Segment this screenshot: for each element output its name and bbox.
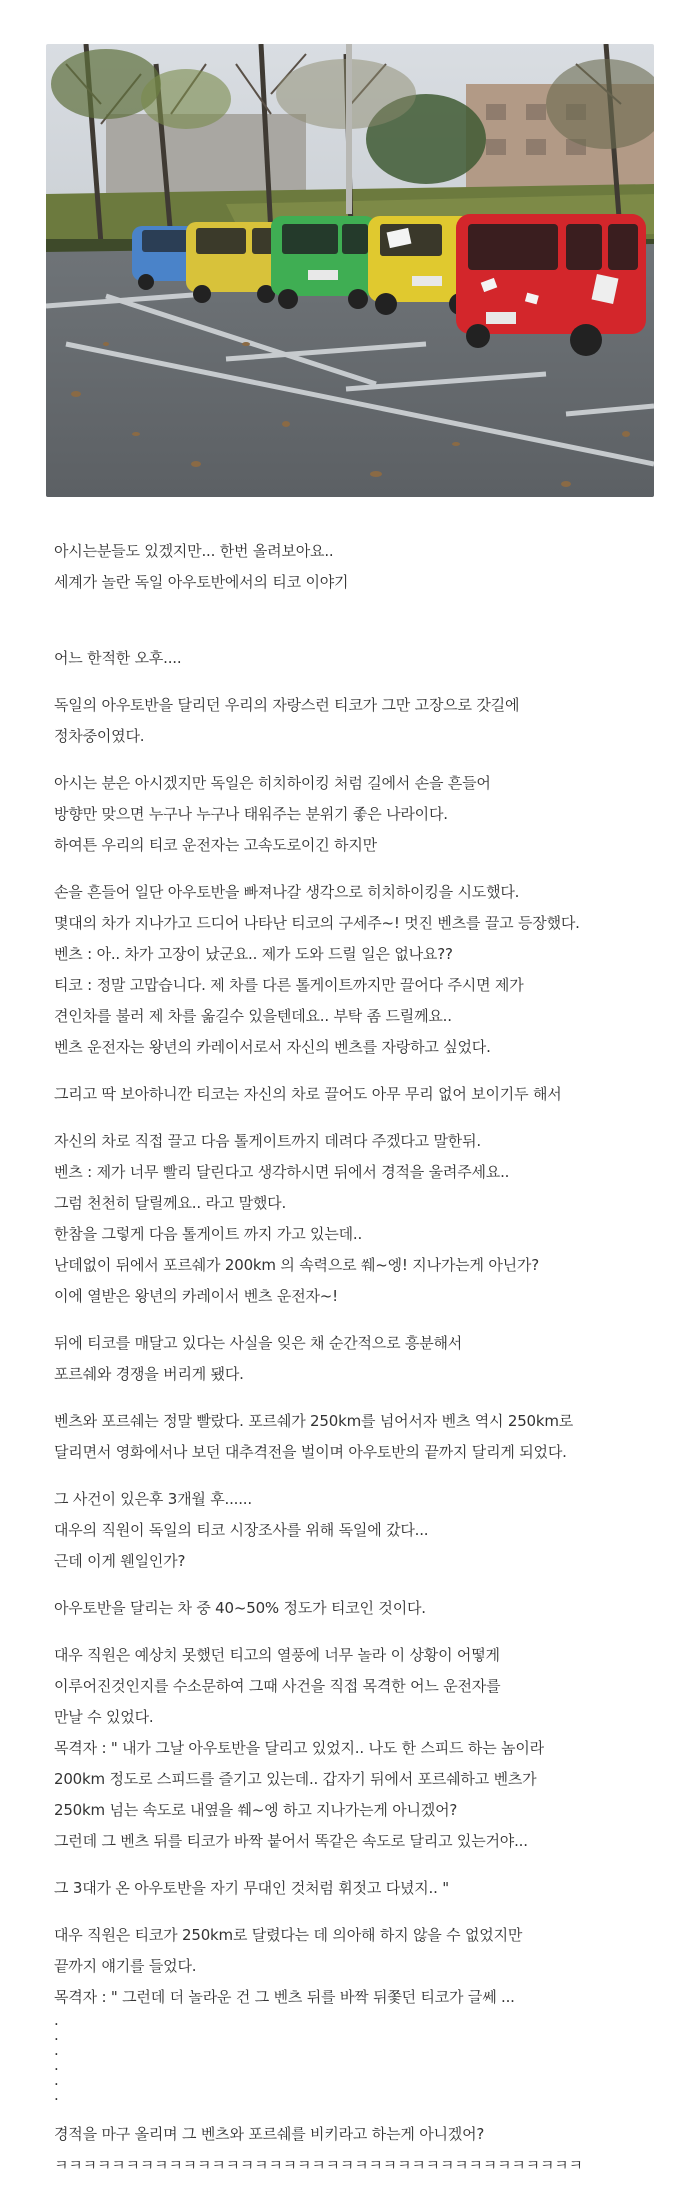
paragraph	[54, 1406, 674, 1468]
text-line: 정차중이였다.	[54, 727, 145, 745]
text-line: 손을 흔들어 일단 아우토반을 빠져나갈 생각으로 히치하이킹을 시도했다.	[54, 883, 520, 901]
text-line: 하여튼 우리의 티코 운전자는 고속도로이긴 하지만	[54, 836, 377, 854]
ellipsis-dot: .	[54, 2011, 59, 2029]
text-line: 견인차를 불러 제 차를 옮길수 있을텐데요.. 부탁 좀 드릴께요..	[54, 1007, 452, 1025]
text-line: 포르쉐와 경쟁을 버리게 됐다.	[54, 1365, 244, 1383]
text-line: 250km 넘는 속도로 내옆을 쒜~엥 하고 지나가는게 아니겠어?	[54, 1801, 458, 1819]
text-line: 끝까지 얘기를 들었다.	[54, 1957, 197, 1975]
text-line: 자신의 차로 직접 끌고 다음 톨게이트까지 데려다 주겠다고 말한뒤.	[54, 1132, 481, 1150]
article-body	[54, 536, 674, 2197]
text-line: 만날 수 있었다.	[54, 1708, 154, 1726]
paragraph	[54, 768, 674, 861]
paragraph	[54, 1593, 674, 1624]
paragraph	[54, 1126, 674, 1312]
text-line: 그리고 딱 보아하니깐 티코는 자신의 차로 끌어도 아무 무리 없어 보이기두 해서	[54, 1085, 562, 1103]
paragraph	[54, 2119, 674, 2181]
text-line: ㅋㅋㅋㅋㅋㅋㅋㅋㅋㅋㅋㅋㅋㅋㅋㅋㅋㅋㅋㅋㅋㅋㅋㅋㅋㅋㅋㅋㅋㅋㅋㅋㅋㅋㅋㅋㅋ	[54, 2156, 583, 2174]
photo-illustration	[46, 44, 654, 497]
text-line: 어느 한적한 오후....	[54, 649, 182, 667]
ellipsis-dot: .	[54, 2071, 59, 2089]
paragraph	[54, 690, 674, 752]
text-line: 벤츠 운전자는 왕년의 카레이서로서 자신의 벤츠를 자랑하고 싶었다.	[54, 1038, 491, 1056]
text-line: 세계가 놀란 독일 아우토반에서의 티코 이야기	[54, 573, 349, 591]
paragraph	[54, 1873, 674, 1904]
text-line: 아시는분들도 있겠지만... 한번 올려보아요..	[54, 542, 334, 560]
text-line: 그럼 천천히 달릴께요.. 라고 말했다.	[54, 1194, 287, 1212]
text-line: 그 3대가 온 아우토반을 자기 무대인 것처럼 휘젓고 다녔지.. "	[54, 1879, 449, 1897]
text-line: 아우토반을 달리는 차 중 40~50% 정도가 티코인 것이다.	[54, 1599, 426, 1617]
text-line: 근데 이게 웬일인가?	[54, 1552, 186, 1570]
text-line: 목격자 : " 내가 그날 아우토반을 달리고 있었지.. 나도 한 스피드 하는 놈이라	[54, 1739, 544, 1757]
green-car	[271, 216, 376, 309]
text-line: 대우 직원은 예상치 못했던 티고의 열풍에 너무 놀라 이 상황이 어떻게	[54, 1646, 500, 1664]
paragraph	[54, 877, 674, 1063]
ellipsis-dot: .	[54, 2041, 59, 2059]
paragraph	[54, 1328, 674, 1390]
ellipsis-dot: .	[54, 2026, 59, 2044]
text-line: 뒤에 티코를 매달고 있다는 사실을 잊은 채 순간적으로 흥분해서	[54, 1334, 463, 1352]
text-line: 방향만 맞으면 누구나 누구나 태워주는 분위기 좋은 나라이다.	[54, 805, 448, 823]
ellipsis-dot: .	[54, 2086, 59, 2104]
text-line: 달리면서 영화에서나 보던 대추격전을 벌이며 아우토반의 끝까지 달리게 되었다.	[54, 1443, 567, 1461]
text-line: 아시는 분은 아시겠지만 독일은 히치하이킹 처럼 길에서 손을 흔들어	[54, 774, 491, 792]
paragraph	[54, 1920, 674, 2103]
yellow-car-1	[186, 222, 281, 303]
text-line: 그런데 그 벤츠 뒤를 티코가 바짝 붙어서 똑같은 속도로 달리고 있는거야...	[54, 1832, 528, 1850]
text-line: 독일의 아우토반을 달리던 우리의 자랑스런 티코가 그만 고장으로 갓길에	[54, 696, 520, 714]
tico-parked-cars-photo	[46, 44, 654, 497]
text-line: 난데없이 뒤에서 포르쉐가 200km 의 속력으로 쒜~엥! 지나가는게 아닌가?	[54, 1256, 539, 1274]
text-line: 벤츠와 포르쉐는 정말 빨랐다. 포르쉐가 250km를 넘어서자 벤츠 역시 250km로	[54, 1412, 574, 1430]
paragraph-gap	[54, 614, 674, 643]
paragraph	[54, 643, 674, 674]
ellipsis-dot: .	[54, 2056, 59, 2074]
text-line: 경적을 마구 올리며 그 벤츠와 포르쉐를 비키라고 하는게 아니겠어?	[54, 2125, 485, 2143]
text-line: 이에 열받은 왕년의 카레이서 벤츠 운전자~!	[54, 1287, 338, 1305]
text-line: 대우의 직원이 독일의 티코 시장조사를 위해 독일에 갔다...	[54, 1521, 429, 1539]
paragraph	[54, 1079, 674, 1110]
text-line: 목격자 : " 그런데 더 놀라운 건 그 벤츠 뒤를 바짝 뒤쫓던 티코가 글쎄 ...	[54, 1988, 515, 2006]
text-line: 벤츠 : 제가 너무 빨리 달린다고 생각하시면 뒤에서 경적을 울려주세요..	[54, 1163, 510, 1181]
paragraph	[54, 1484, 674, 1577]
paragraph	[54, 1640, 674, 1857]
text-line: 이루어진것인지를 수소문하여 그때 사건을 직접 목격한 어느 운전자를	[54, 1677, 501, 1695]
paragraph	[54, 536, 674, 598]
text-line: 티코 : 정말 고맙습니다. 제 차를 다른 톨게이트까지만 끌어다 주시면 제가	[54, 976, 524, 994]
text-line: 그 사건이 있은후 3개월 후......	[54, 1490, 252, 1508]
text-line: 몇대의 차가 지나가고 드디어 나타난 티코의 구세주~! 멋진 벤츠를 끌고 등장했다.	[54, 914, 580, 932]
text-line: 한참을 그렇게 다음 톨게이트 까지 가고 있는데..	[54, 1225, 363, 1243]
text-line: 대우 직원은 티코가 250km로 달렸다는 데 의아해 하지 않을 수 없었지만	[54, 1926, 523, 1944]
text-line: 벤츠 : 아.. 차가 고장이 났군요.. 제가 도와 드릴 일은 없나요??	[54, 945, 453, 963]
text-line: 200km 정도로 스피드를 즐기고 있는데.. 갑자기 뒤에서 포르쉐하고 벤츠가	[54, 1770, 537, 1788]
